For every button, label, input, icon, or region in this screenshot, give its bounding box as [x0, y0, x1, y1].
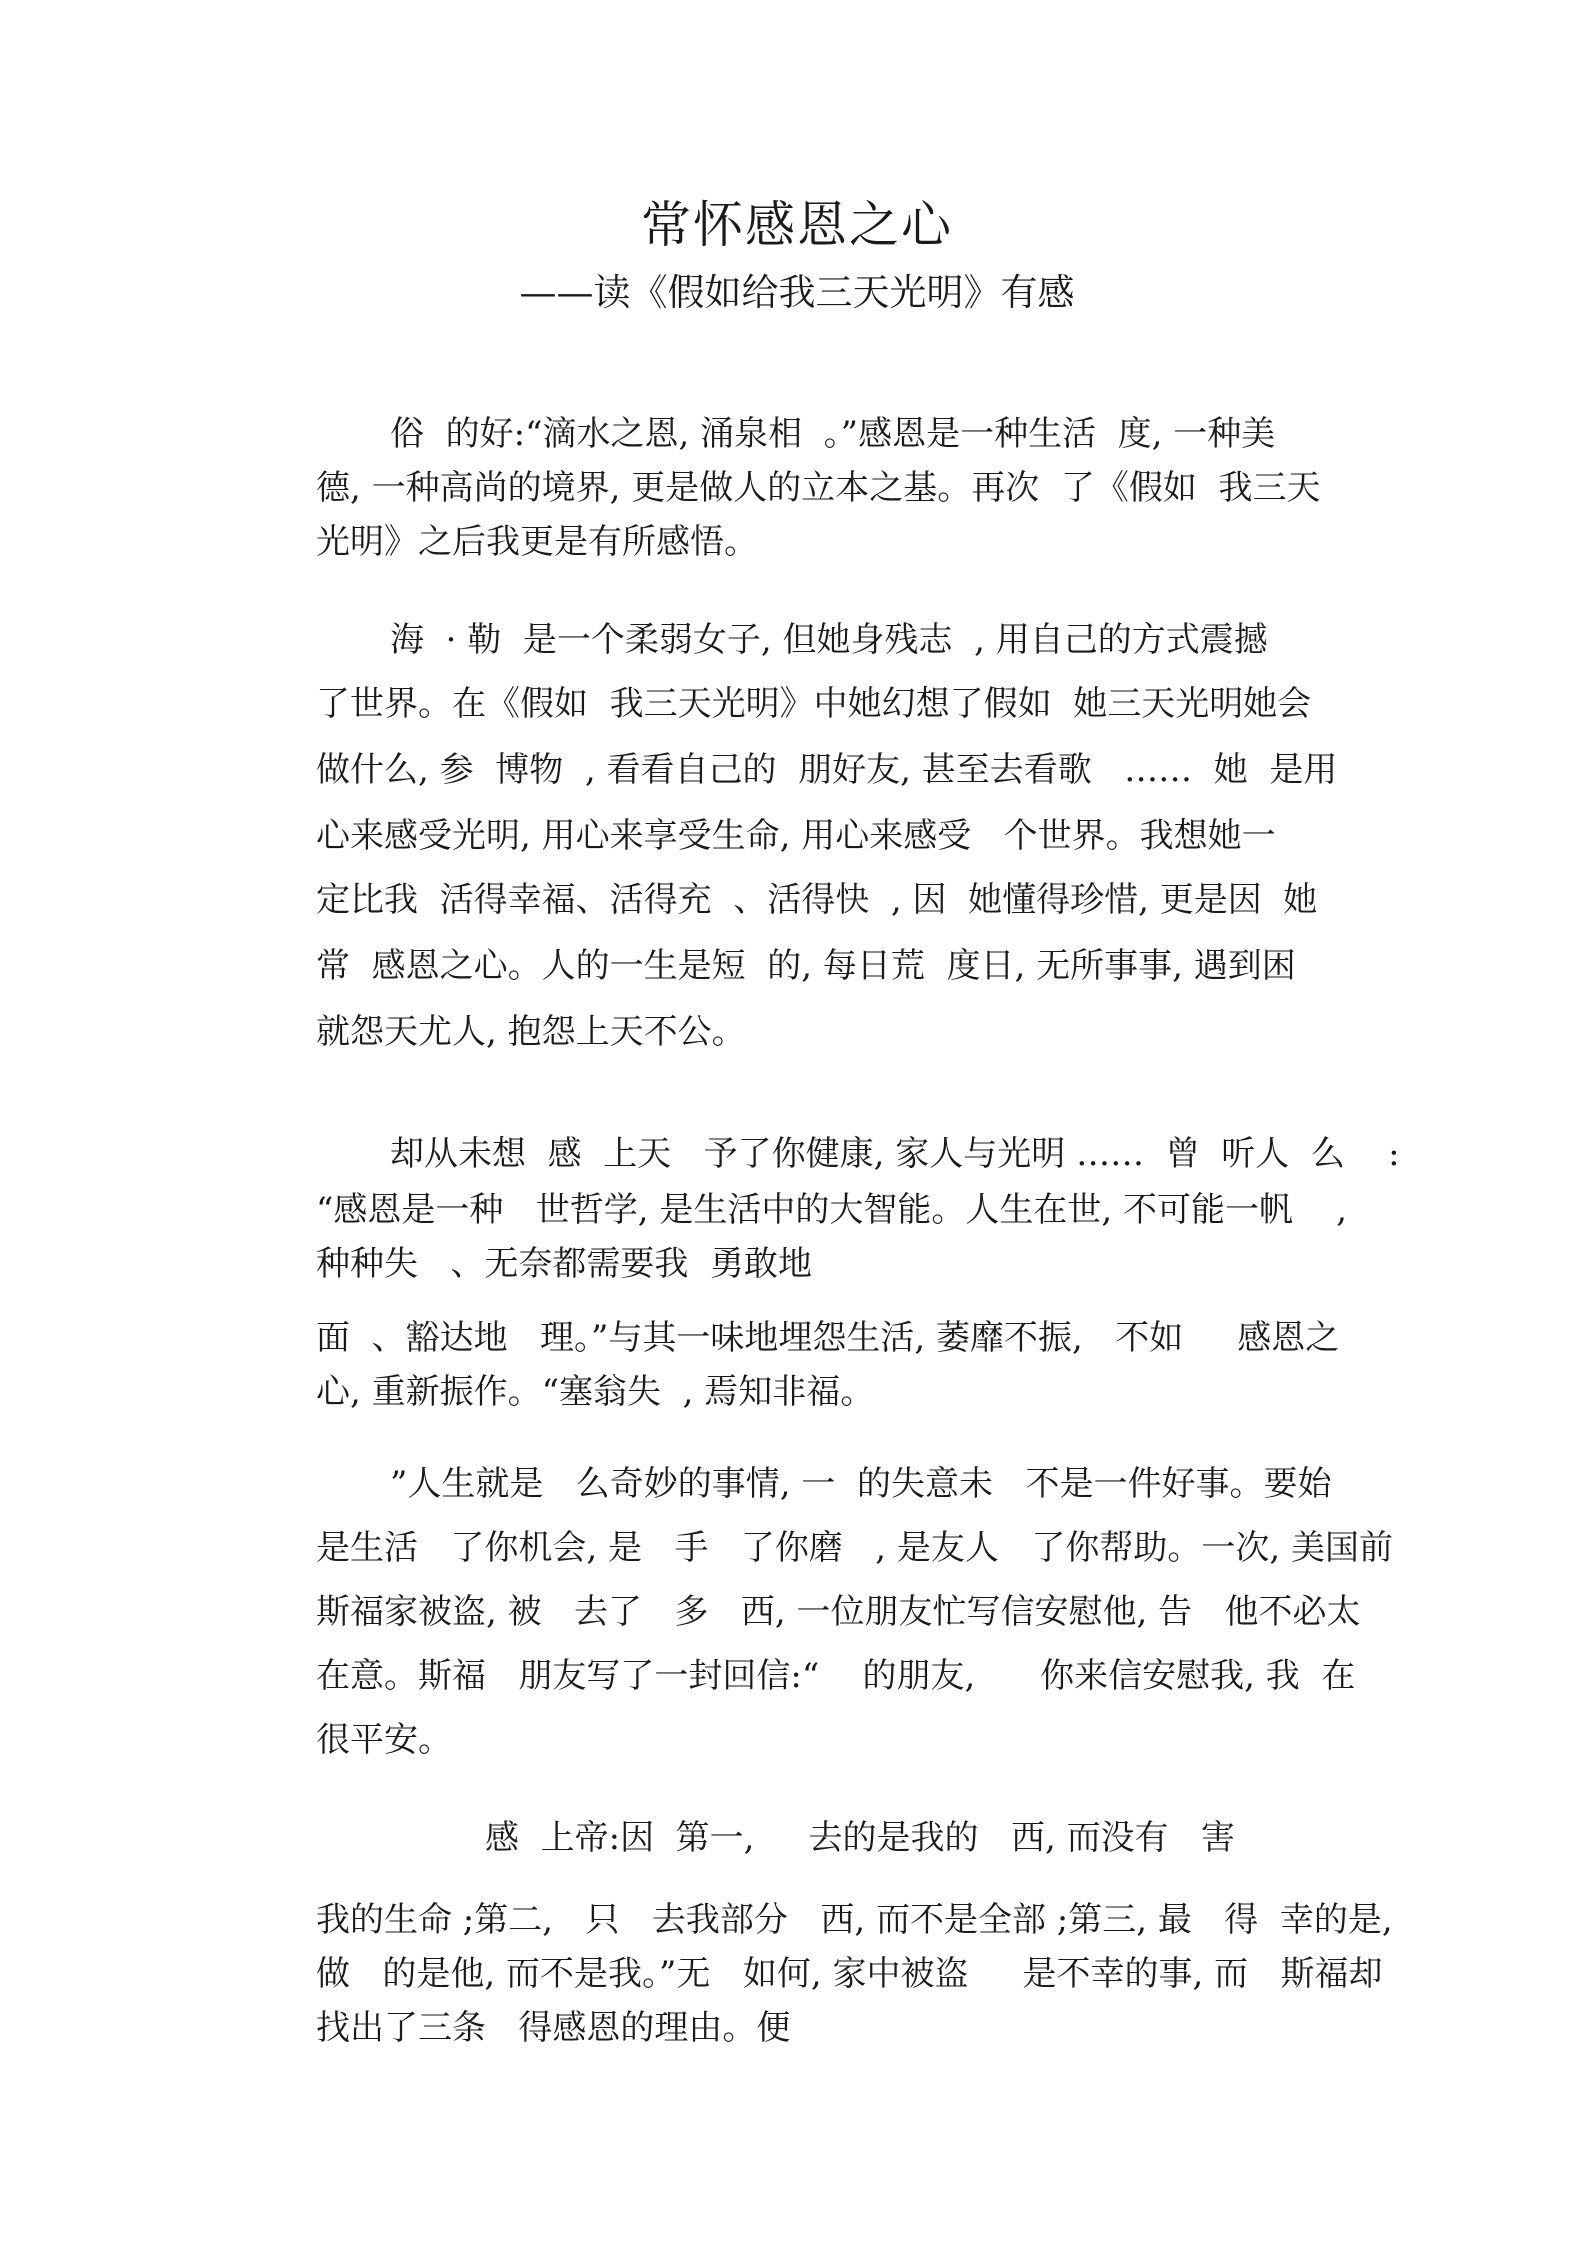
text-line: 在意。斯福 朋友写了一封回信:“ 的朋友, 你来信安慰我, 我 在 — [316, 1656, 1356, 1696]
text-line: 俗 的好:“滴水之恩, 涌泉相 。”感恩是一种生活 度, 一种美 — [390, 414, 1276, 454]
text-line: ”人生就是 么奇妙的事情, 一 的失意未 不是一件好事。要始 — [390, 1464, 1332, 1504]
text-line: 就怨天尤人, 抱怨上天不公。 — [316, 1012, 746, 1052]
text-line: 做 的是他, 而不是我。”无 如何, 家中被盗 是不幸的事, 而 斯福却 — [316, 1954, 1383, 1994]
text-line: 心来感受光明, 用心来享受生命, 用心来感受 个世界。我想她一 — [316, 816, 1276, 856]
text-line: 定比我 活得幸福、活得充 、活得快 , 因 她懂得珍惜, 更是因 她 — [316, 880, 1318, 920]
text-line: 感 上帝:因 第一, 去的是我的 西, 而没有 害 — [485, 1818, 1235, 1858]
text-line: 却从未想 感 上天 予了你健康, 家人与光明 …… 曾 听人 么 : — [390, 1134, 1400, 1174]
text-line: 常 感恩之心。人的一生是短 的, 每日荒 度日, 无所事事, 遇到困 — [316, 946, 1296, 986]
page-subtitle: ——读《假如给我三天光明》有感 — [519, 271, 1075, 314]
text-line: 德, 一种高尚的境界, 更是做人的立本之基。再次 了《假如 我三天 — [316, 468, 1321, 508]
text-line: 做什么, 参 博物 , 看看自己的 朋好友, 甚至去看歌 …… 她 是用 — [316, 750, 1338, 790]
page-title: 常怀感恩之心 — [641, 196, 953, 254]
text-line: 我的生命 ;第二, 只 去我部分 西, 而不是全部 ;第三, 最 得 幸的是, — [316, 1900, 1393, 1940]
text-line: 找出了三条 得感恩的理由。便 — [316, 2008, 791, 2048]
text-line: 光明》之后我更是有所感悟。 — [316, 522, 758, 562]
text-line: 了世界。在《假如 我三天光明》中她幻想了假如 她三天光明她会 — [316, 684, 1312, 724]
text-line: 心, 重新振作。“塞翁失 , 焉知非福。 — [316, 1372, 875, 1412]
text-line: 种种失 、无奈都需要我 勇敢地 — [316, 1244, 813, 1284]
text-line: 面 、豁达地 理。”与其一味地埋怨生活, 萎靡不振, 不如 感恩之 — [316, 1318, 1340, 1358]
text-line: 是生活 了你机会, 是 手 了你磨 , 是友人 了你帮助。一次, 美国前 — [316, 1528, 1393, 1568]
text-line: 斯福家被盗, 被 去了 多 西, 一位朋友忙写信安慰他, 告 他不必太 — [316, 1592, 1361, 1632]
text-line: 海 · 勒 是一个柔弱女子, 但她身残志 , 用自己的方式震撼 — [390, 620, 1268, 660]
text-line: “感恩是一种 世哲学, 是生活中的大智能。人生在世, 不可能一帆 , — [316, 1190, 1348, 1230]
text-line: 很平安。 — [316, 1720, 452, 1760]
